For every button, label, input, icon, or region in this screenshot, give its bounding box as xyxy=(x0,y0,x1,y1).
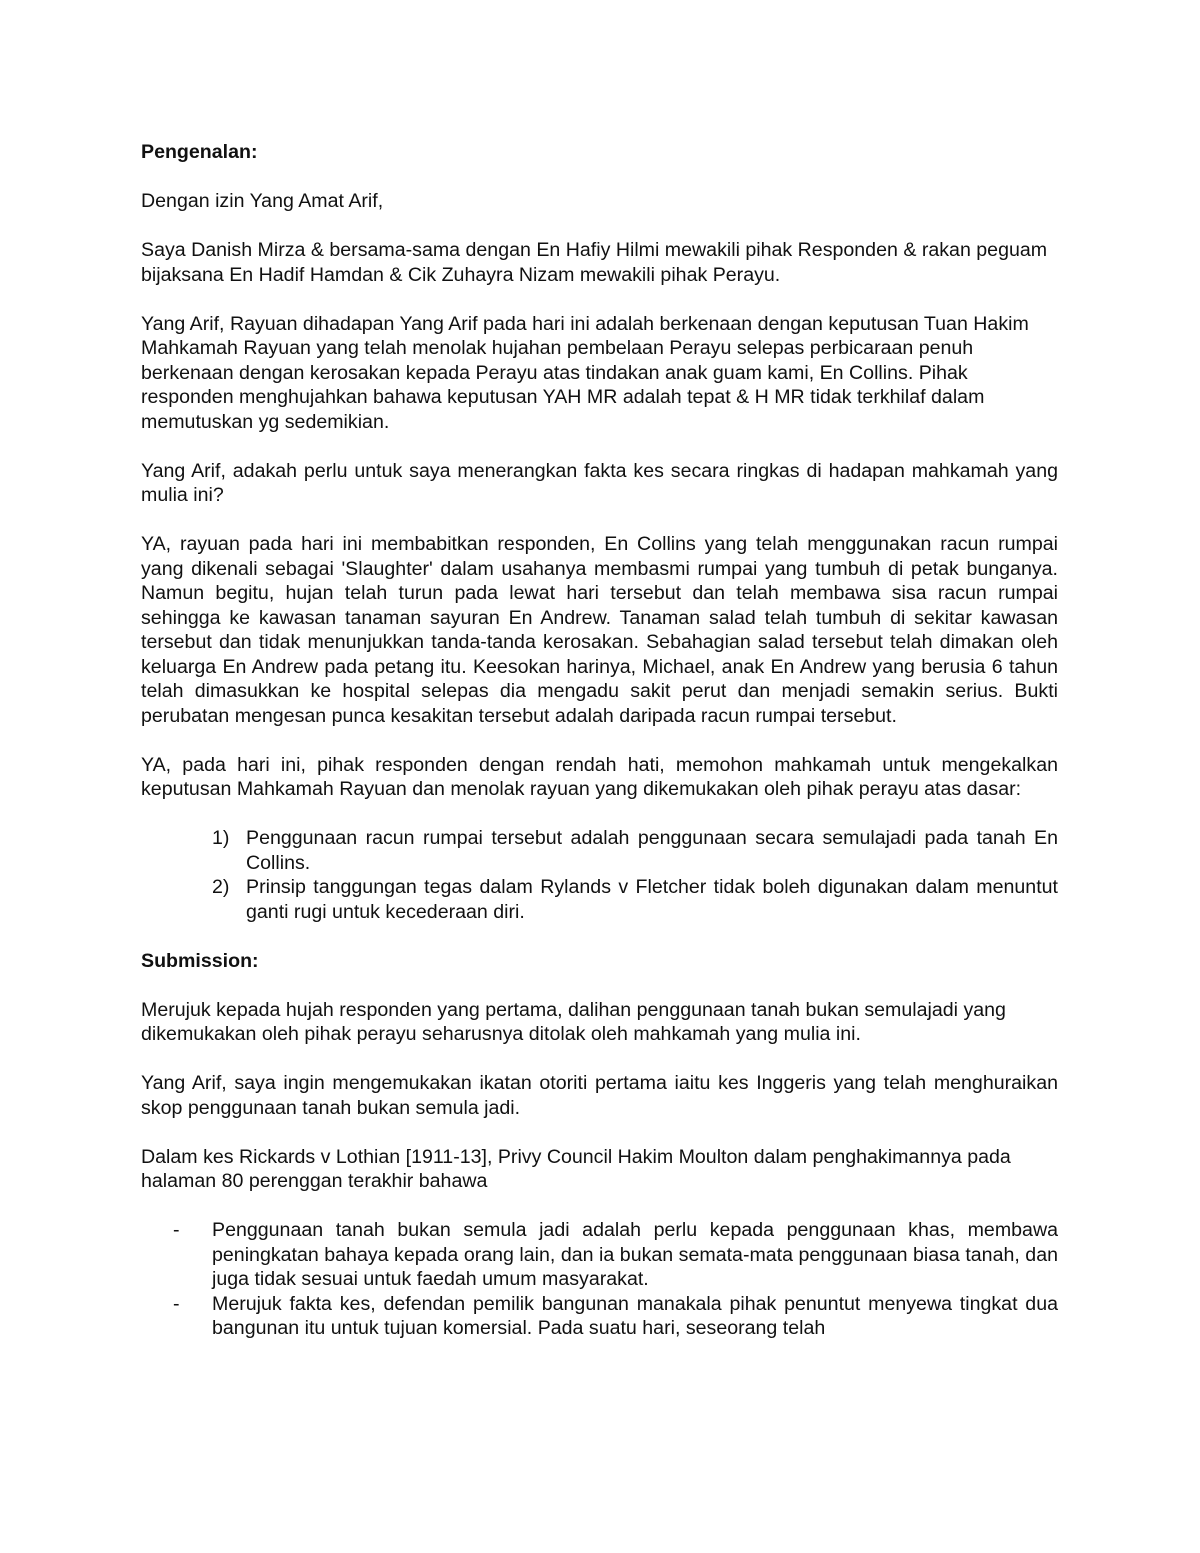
case-points-list xyxy=(141,1218,1058,1341)
list-item-text: Merujuk fakta kes, defendan pemilik bangunan manakala pihak penuntut menyewa tingkat dua bangunan itu untuk tujuan komersial. Pada suatu hari, seseorang telah xyxy=(212,1292,1058,1339)
intro-paragraph-counsel: Saya Danish Mirza & bersama-sama dengan En Hafiy Hilmi mewakili pihak Responden & rakan peguam bijaksana En Hadif Hamdan & Cik Zuhayra Nizam mewakili pihak Perayu. xyxy=(141,239,1048,286)
list-item xyxy=(141,826,1058,875)
submission-paragraph-case: Dalam kes Rickards v Lothian [1911-13], Privy Council Hakim Moulton dalam penghakimannya pada halaman 80 perenggan terakhir bahawa xyxy=(141,1145,1011,1192)
list-number: 2) xyxy=(212,876,230,898)
submission-paragraph-authority: Yang Arif, saya ingin mengemukakan ikatan otoriti pertama iaitu kes Inggeris yang telah menghuraikan skop penggunaan tanah bukan semula jadi. xyxy=(141,1072,1058,1119)
submission-heading: Submission: xyxy=(141,949,259,972)
list-item-text: Penggunaan racun rumpai tersebut adalah penggunaan secara semulajadi pada tanah En Collins. xyxy=(246,827,1058,874)
intro-heading: Pengenalan: xyxy=(141,141,258,163)
list-dash: - xyxy=(173,1219,180,1241)
grounds-list xyxy=(141,826,1058,924)
intro-paragraph-prayer: YA, pada hari ini, pihak responden dengan rendah hati, memohon mahkamah untuk mengekalkan keputusan Mahkamah Rayuan dan menolak rayuan yang dikemukakan oleh pihak perayu atas dasar: xyxy=(141,753,1058,800)
submission-paragraph-first: Merujuk kepada hujah responden yang pertama, dalihan penggunaan tanah bukan semulajadi yang dikemukakan oleh pihak perayu seharusnya ditolak oleh mahkamah yang mulia ini. xyxy=(141,998,1006,1045)
intro-paragraph-question: Yang Arif, adakah perlu untuk saya menerangkan fakta kes secara ringkas di hadapan mahkamah yang mulia ini? xyxy=(141,459,1058,506)
intro-paragraph-facts: YA, rayuan pada hari ini membabitkan responden, En Collins yang telah menggunakan racun rumpai yang dikenali sebagai 'Slaughter' dalam usahanya membasmi rumpai yang tumbuh di petak bunganya. Namun begitu, hujan telah turun pada lewat hari tersebut dan telah membawa sisa racun rumpai sehingga ke kawasan tanaman sayuran En Andrew. Tanaman salad telah tumbuh di sekitar kawasan tersebut dan tidak menunjukkan tanda-tanda kerosakan. Sebahagian salad tersebut telah dimakan oleh keluarga En Andrew pada petang itu. Keesokan harinya, Michael, anak En Andrew yang berusia 6 tahun telah dimasukkan ke hospital selepas dia mengadu sakit perut dan menjadi semakin serius. Bukti perubatan mengesan punca kesakitan tersebut adalah daripada racun rumpai tersebut. xyxy=(141,533,1058,727)
list-item-text: Prinsip tanggungan tegas dalam Rylands v Fletcher tidak boleh digunakan dalam menuntut ganti rugi untuk kecederaan diri. xyxy=(246,876,1058,923)
list-item xyxy=(141,1292,1058,1341)
intro-paragraph-appeal: Yang Arif, Rayuan dihadapan Yang Arif pada hari ini adalah berkenaan dengan keputusan Tuan Hakim Mahkamah Rayuan yang telah menolak hujahan pembelaan Perayu selepas perbicaraan penuh berkenaan dengan kerosakan kepada Perayu atas tindakan anak guam kami, En Collins. Pihak responden menghujahkan bahawa keputusan YAH MR adalah tepat & H MR tidak terkhilaf dalam memutuskan yg sedemikian. xyxy=(141,312,1029,433)
document-page xyxy=(141,140,1058,1341)
list-item xyxy=(141,1218,1058,1292)
salutation: Dengan izin Yang Amat Arif, xyxy=(141,190,384,212)
list-dash: - xyxy=(173,1292,180,1315)
list-number: 1) xyxy=(212,827,230,849)
list-item xyxy=(141,875,1058,924)
list-item-text: Penggunaan tanah bukan semula jadi adalah perlu kepada penggunaan khas, membawa peningkatan bahaya kepada orang lain, dan ia bukan semata-mata penggunaan biasa tanah, dan juga tidak sesuai untuk faedah umum masyarakat. xyxy=(212,1219,1058,1290)
